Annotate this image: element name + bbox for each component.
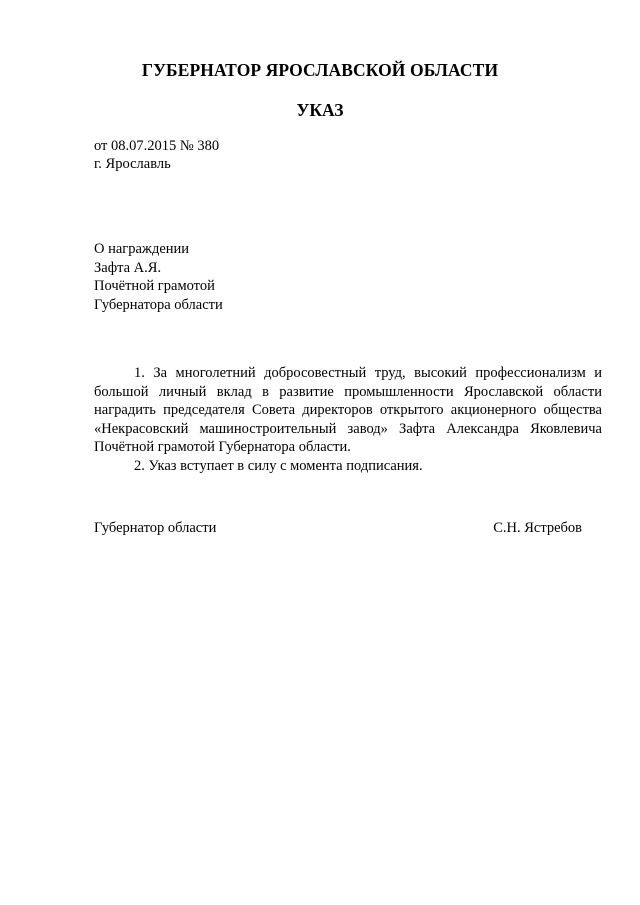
document-meta (94, 137, 219, 173)
city-line: г. Ярославль (94, 156, 171, 172)
subject-line: О награждении (94, 241, 190, 257)
document-type-heading: УКАЗ (296, 100, 344, 120)
subject-line: Почётной грамотой (94, 278, 215, 294)
body-paragraph-1: 1. За многолетний добросовестный труд, высокий профессионализм и большой личный вклад в развитие промышленности Ярославской области наградить председателя Совета директоров открытого акционерного общества «Некрасовский машиностроительный завод» Зафта Александра Яковлевича Почётной грамотой Губернатора области. (94, 365, 602, 455)
document-subject (94, 240, 223, 314)
signer-position: Губернатор области (94, 520, 217, 536)
date-number-line: от 08.07.2015 № 380 (94, 138, 220, 154)
body-paragraph-2: 2. Указ вступает в силу с момента подписания. (134, 457, 423, 474)
document-body (94, 364, 602, 475)
signer-name: С.Н. Ястребов (493, 520, 582, 536)
issuing-authority-heading: ГУБЕРНАТОР ЯРОСЛАВСКОЙ ОБЛАСТИ (141, 60, 499, 80)
signature-block (94, 519, 582, 537)
subject-line: Зафта А.Я. (94, 259, 162, 276)
subject-line: Губернатора области (94, 296, 223, 313)
